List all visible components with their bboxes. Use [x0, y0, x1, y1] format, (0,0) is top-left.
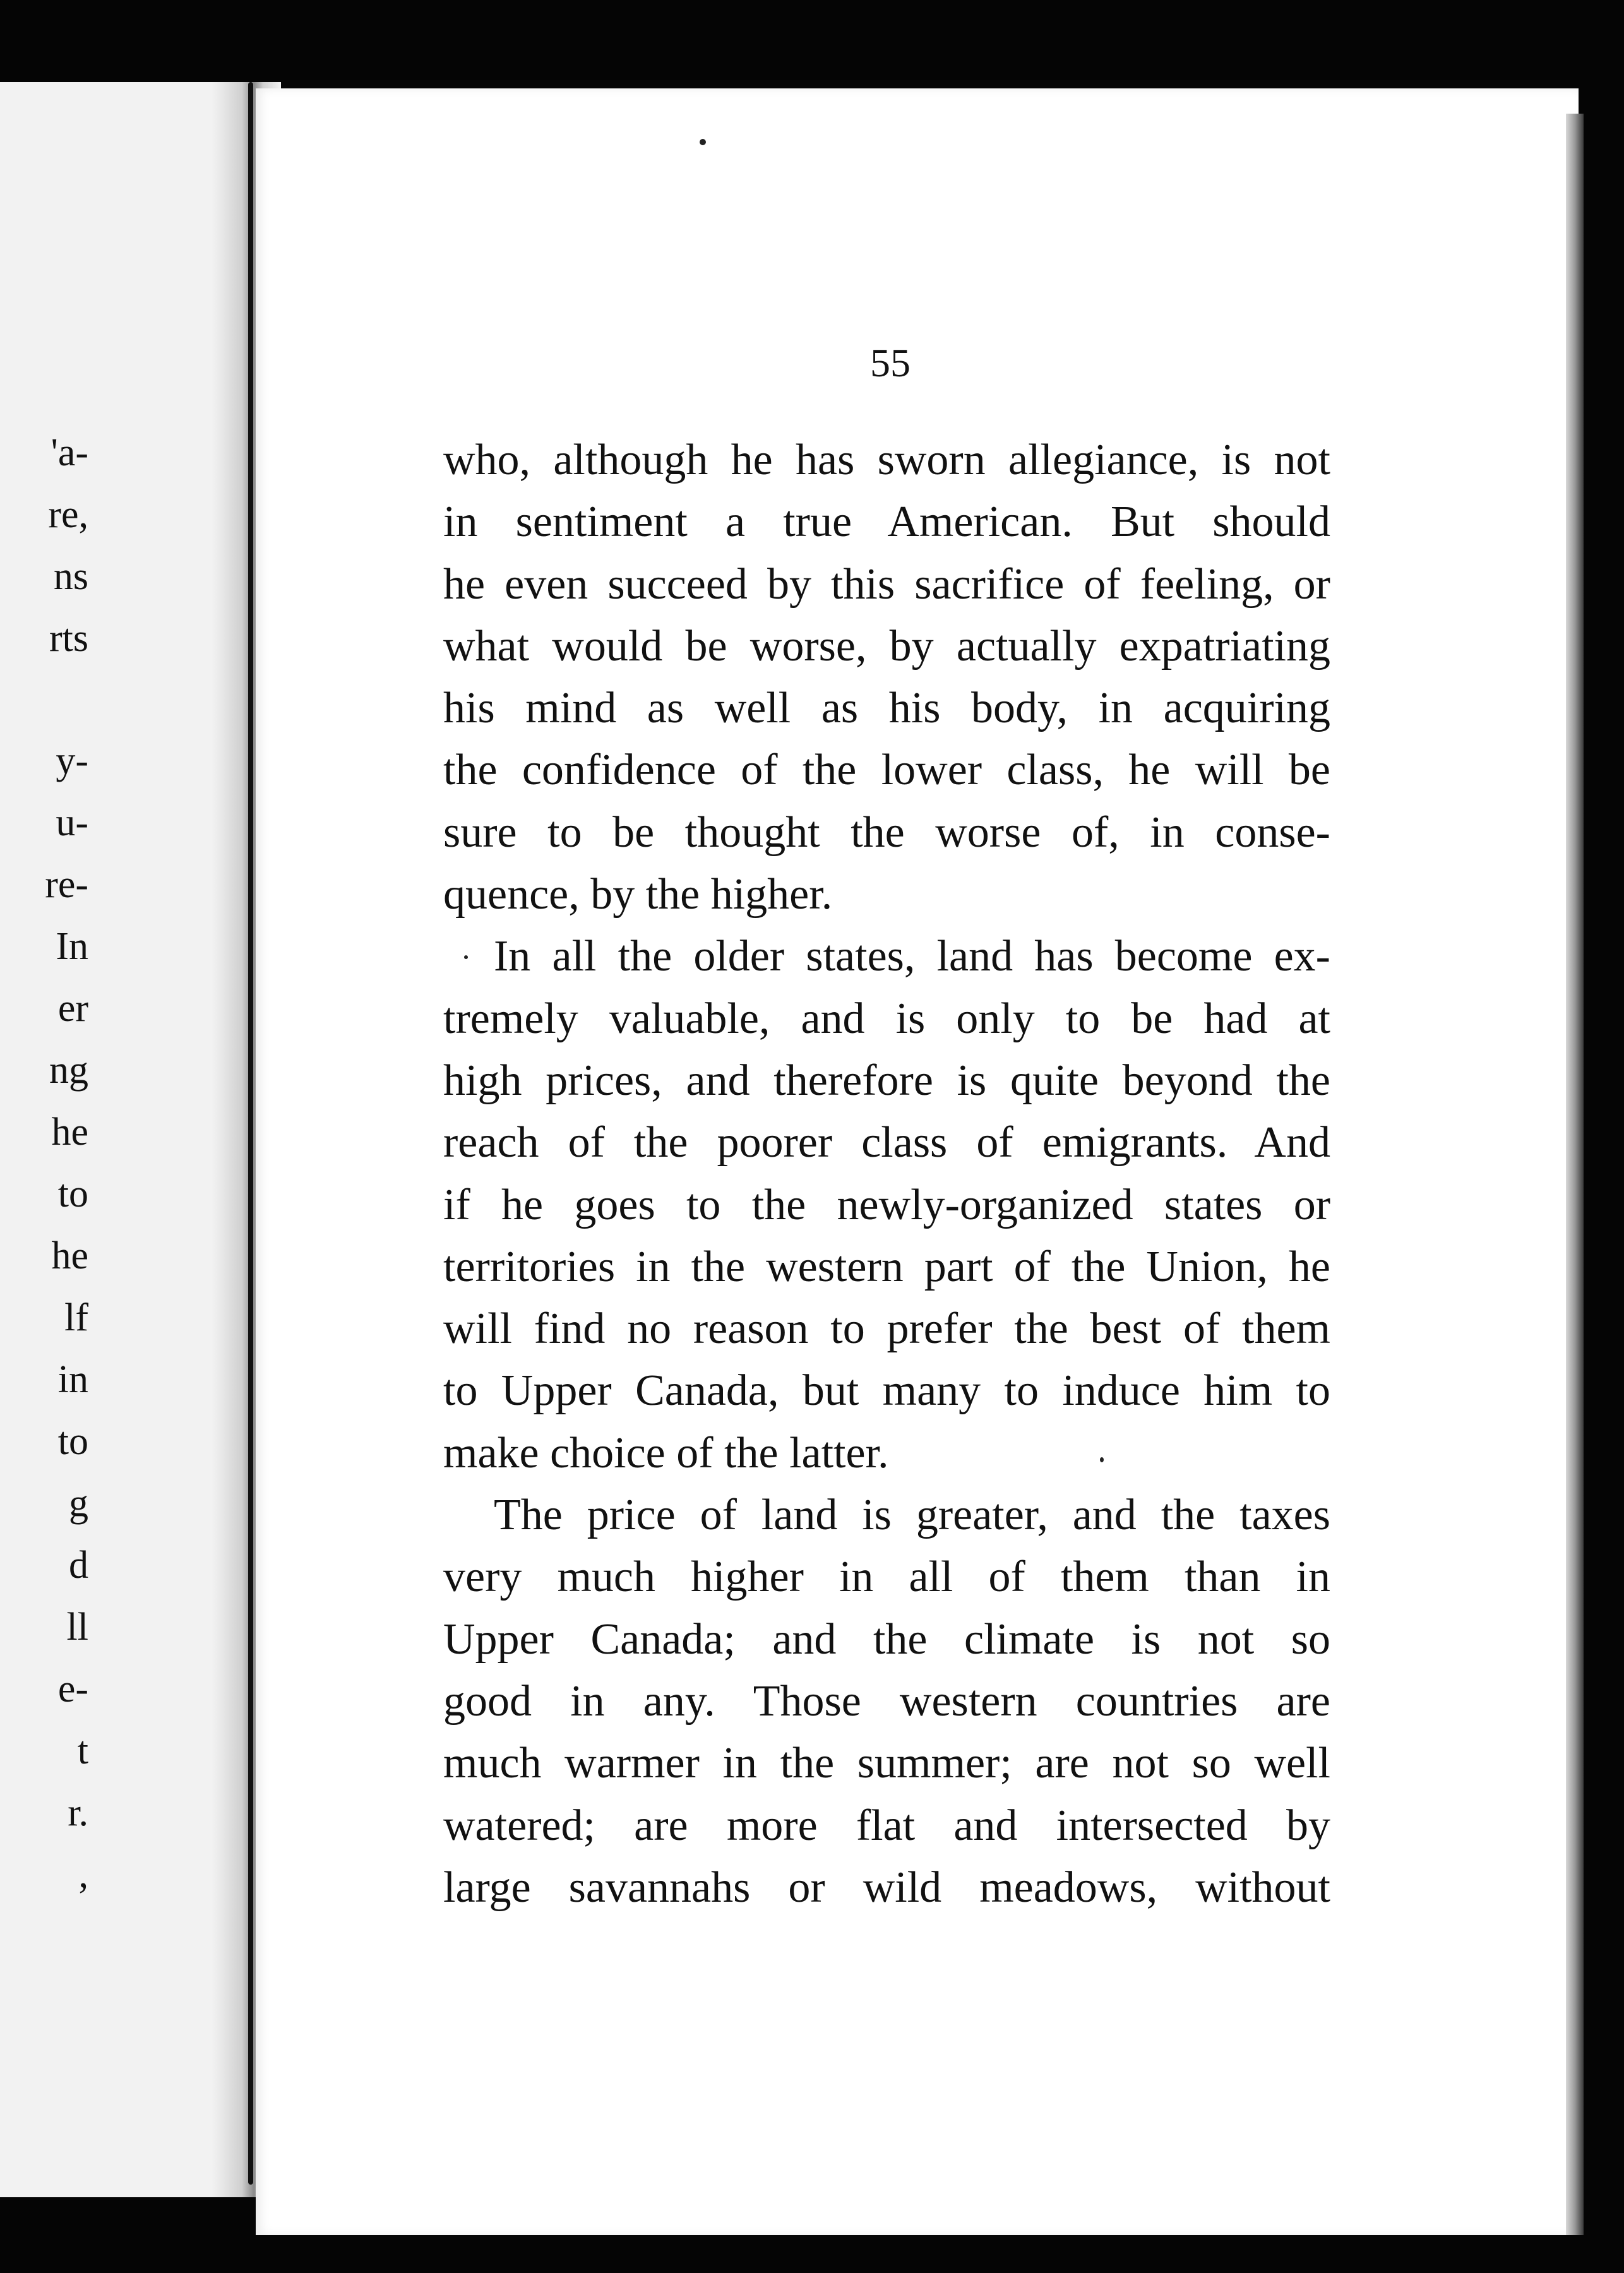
- left-fragment: to: [57, 1420, 88, 1463]
- left-fragment: he: [51, 1111, 88, 1154]
- text-line: if he goes to the newly-organized states or: [443, 1180, 1330, 1229]
- left-fragment: u-: [56, 801, 88, 844]
- text-line: good in any. Those western countries are: [443, 1676, 1330, 1726]
- text-line: he even succeed by this sacrifice of feeling, or: [443, 559, 1330, 609]
- left-fragment: d: [69, 1544, 88, 1587]
- text-line: large savannahs or wild meadows, without: [443, 1863, 1330, 1912]
- left-fragment: he: [51, 1234, 88, 1277]
- left-fragment: g: [69, 1482, 88, 1525]
- left-fragment: e-: [57, 1667, 88, 1710]
- left-fragment: re,: [48, 493, 88, 536]
- text-line: will find no reason to prefer the best of them: [443, 1304, 1330, 1354]
- text-line: sure to be thought the worse of, in conse-: [443, 808, 1330, 857]
- text-line: quence, by the higher.: [443, 870, 833, 919]
- left-fragment: er: [57, 987, 88, 1030]
- text-line: much warmer in the summer; are not so well: [443, 1739, 1330, 1788]
- text-line: territories in the western part of the Union, he: [443, 1242, 1330, 1291]
- text-line: the confidence of the lower class, he will be: [443, 746, 1330, 795]
- text-line: watered; are more flat and intersected by: [443, 1801, 1330, 1850]
- text-line: in sentiment a true American. But should: [443, 498, 1330, 547]
- left-fragment: t: [77, 1729, 88, 1772]
- text-line: high prices, and therefore is quite beyond the: [443, 1056, 1330, 1105]
- text-line: Upper Canada; and the climate is not so: [443, 1614, 1330, 1664]
- left-fragment: to: [57, 1172, 88, 1215]
- text-line: very much higher in all of them than in: [443, 1553, 1330, 1602]
- left-page-text-fragments: [0, 0, 253, 2273]
- text-line: make choice of the latter.: [443, 1428, 889, 1477]
- left-fragment: lf: [64, 1296, 88, 1339]
- left-fragment: ,: [78, 1853, 88, 1896]
- left-fragment: in: [57, 1358, 88, 1401]
- left-fragment: ng: [49, 1049, 88, 1092]
- text-line: his mind as well as his body, in acquiring: [443, 684, 1330, 733]
- left-fragment: y-: [56, 739, 88, 782]
- left-fragment: re-: [45, 863, 88, 906]
- left-fragment: In: [56, 925, 88, 968]
- left-fragment: rts: [49, 617, 88, 660]
- right-page-edge: [1566, 114, 1584, 2235]
- left-fragment: ll: [66, 1606, 88, 1649]
- text-line: what would be worse, by actually expatriating: [443, 621, 1330, 671]
- paragraph-first-line: The price of land is greater, and the taxes: [494, 1491, 1330, 1540]
- left-fragment: 'a-: [51, 431, 88, 474]
- text-line: who, although he has sworn allegiance, is not: [443, 436, 1330, 484]
- paragraph-first-line: In all the older states, land has become ex-: [494, 932, 1330, 981]
- text-line: tremely valuable, and is only to be had at: [443, 994, 1330, 1043]
- body-text: [443, 429, 1330, 1919]
- text-line: to Upper Canada, but many to induce him to: [443, 1366, 1330, 1416]
- binding-thread: [248, 82, 253, 2185]
- page-number: 55: [870, 340, 911, 385]
- left-fragment: ns: [53, 555, 88, 598]
- left-fragment: r.: [68, 1791, 88, 1834]
- text-line: reach of the poorer class of emigrants. And: [443, 1118, 1330, 1167]
- scan-speck: [700, 139, 706, 145]
